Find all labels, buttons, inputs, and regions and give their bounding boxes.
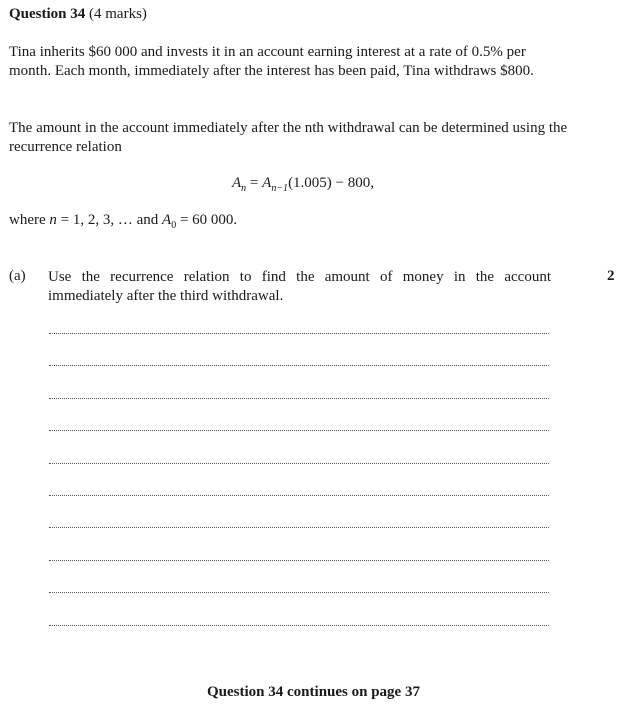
answer-line[interactable]: [49, 365, 549, 366]
footer-continues: Question 34 continues on page 37: [207, 684, 420, 700]
formula-rhs-var: A: [262, 175, 272, 191]
paragraph-2-text: The amount in the account immediately after the nth withdrawal can be determined using the recurrence relation: [9, 120, 568, 155]
formula-rhs-sub: n−1: [271, 183, 289, 194]
formula-lhs-sub: n: [241, 183, 247, 194]
answer-line[interactable]: [49, 430, 549, 431]
where-a-sub: 0: [171, 220, 177, 231]
answer-line[interactable]: [49, 560, 549, 561]
answer-line[interactable]: [49, 333, 549, 334]
where-n-var: n: [49, 212, 57, 228]
where-a-value: = 60 000.: [176, 212, 238, 228]
part-a-text: Use the recurrence relation to find the amount of money in the account immediately after the third withdrawal.: [48, 269, 551, 304]
question-paragraph-1: Tina inherits $60 000 and invests it in an account earning interest at a rate of 0.5% per month. Each month, immediately after the interest has been paid, Tina withdraws $800.: [9, 44, 534, 79]
answer-line[interactable]: [49, 527, 549, 528]
question-title: [9, 6, 147, 23]
answer-line[interactable]: [49, 398, 549, 399]
where-values: = 1, 2, 3, … and: [56, 212, 163, 228]
part-a-label: (a): [9, 268, 26, 284]
question-heading: Question 34: [9, 6, 86, 22]
where-clause: [9, 212, 237, 229]
answer-line[interactable]: [49, 495, 549, 496]
formula-rhs-rest: (1.005) − 800,: [288, 175, 375, 191]
where-prefix: where: [9, 212, 50, 228]
where-a-var: A: [162, 212, 172, 228]
answer-line[interactable]: [49, 592, 549, 593]
formula-lhs-var: A: [232, 175, 242, 191]
formula-equals: =: [246, 175, 263, 191]
recurrence-formula: [232, 175, 374, 192]
question-paragraph-2: [9, 119, 569, 157]
question-marks: (4 marks): [89, 6, 147, 22]
answer-line[interactable]: [49, 625, 549, 626]
answer-line[interactable]: [49, 463, 549, 464]
part-a-marks: 2: [607, 268, 615, 284]
